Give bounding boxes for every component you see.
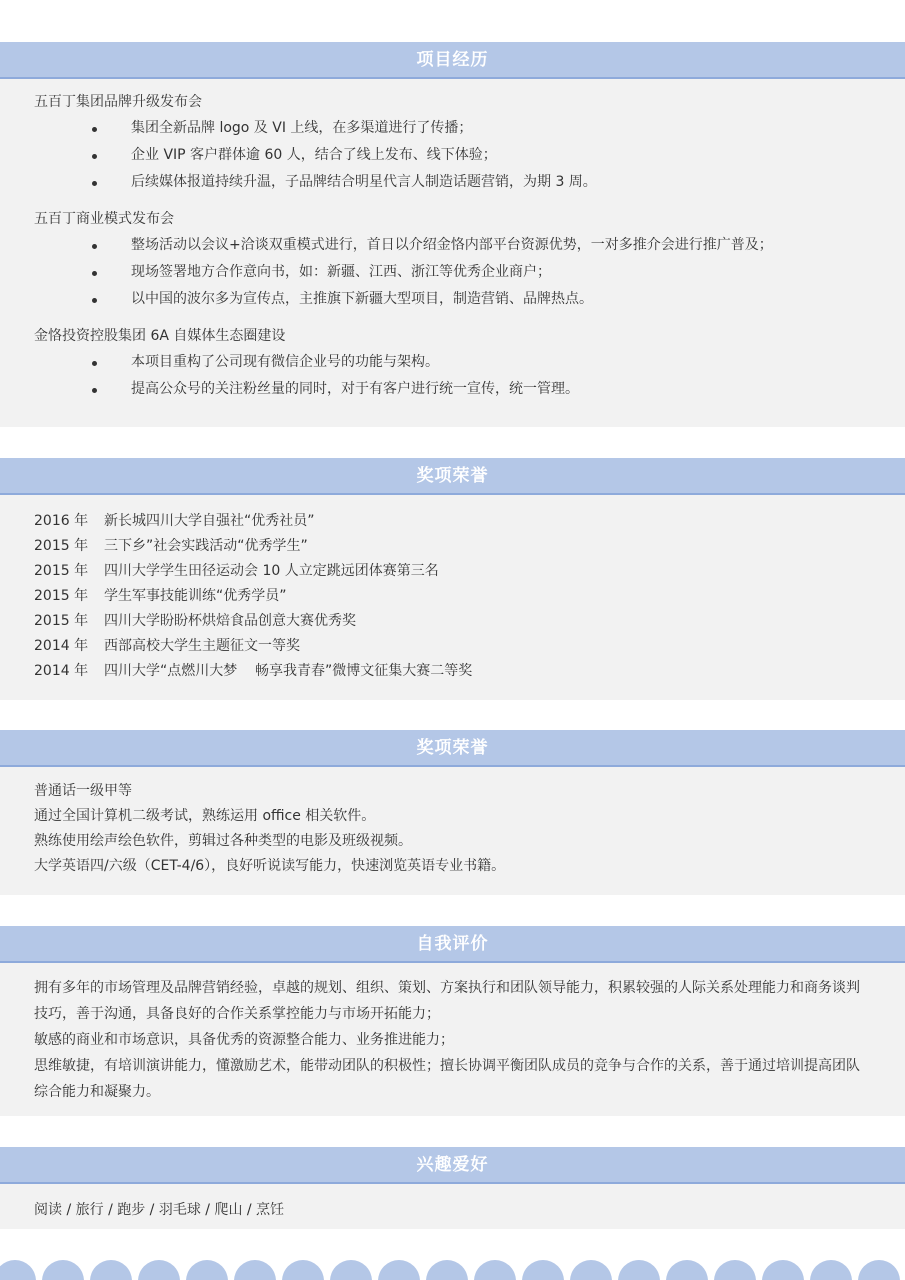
- award-row: [34, 509, 905, 534]
- bullet-text: 整场活动以会议+洽谈双重模式进行，首日以介绍金恪内部平台资源优势，一对多推介会进行推广普及；: [131, 237, 773, 253]
- projects-body: [0, 79, 905, 403]
- bullet-text: 本项目重构了公司现有微信企业号的功能与架构。: [131, 354, 439, 370]
- skill-line: 通过全国计算机二级考试，熟练运用 office 相关软件。: [34, 808, 376, 824]
- decorative-circle-icon: [330, 1260, 372, 1280]
- bullet-text: 后续媒体报道持续升温，子品牌结合明星代言人制造话题营销，为期 3 周。: [131, 174, 597, 190]
- bullet-dot-icon: [92, 127, 97, 132]
- award-text: 四川大学“点燃川大梦 畅享我青春”微博文征集大赛二等奖: [104, 663, 473, 679]
- decorative-circle-icon: [138, 1260, 180, 1280]
- decorative-circle-icon: [618, 1260, 660, 1280]
- section-header-skills: 奖项荣誉: [0, 730, 905, 767]
- bullet-text: 集团全新品牌 logo 及 VI 上线，在多渠道进行了传播；: [131, 120, 473, 136]
- bullet-item: [34, 349, 905, 376]
- award-text: 四川大学盼盼杯烘焙食品创意大赛优秀奖: [104, 613, 356, 629]
- bullet-text: 企业 VIP 客户群体逾 60 人，结合了线上发布、线下体验；: [131, 147, 497, 163]
- award-text: 西部高校大学生主题征文一等奖: [104, 638, 300, 654]
- decorative-circle-icon: [378, 1260, 420, 1280]
- self-paragraph: 拥有多年的市场管理及品牌营销经验，卓越的规划、组织、策划、方案执行和团队领导能力，积累较强的人际关系处理能力和商务谈判技巧，善于沟通，具备良好的合作关系掌控能力与市场开拓能力；: [34, 980, 860, 1022]
- bullet-item: [34, 286, 905, 313]
- award-year: 2015 年: [34, 588, 89, 604]
- bullet-dot-icon: [92, 298, 97, 303]
- award-year: 2015 年: [34, 538, 89, 554]
- bullet-dot-icon: [92, 244, 97, 249]
- self-paragraph: 思维敏捷，有培训演讲能力，懂激励艺术，能带动团队的积极性；擅长协调平衡团队成员的竞争与合作的关系，善于通过培训提高团队综合能力和凝聚力。: [34, 1058, 860, 1100]
- bullet-item: [34, 259, 905, 286]
- decorative-circle-icon: [90, 1260, 132, 1280]
- award-year: 2016 年: [34, 513, 89, 529]
- project-bullets: [34, 349, 905, 403]
- decorative-circle-icon: [186, 1260, 228, 1280]
- award-text: 新长城四川大学自强社“优秀社员”: [104, 513, 315, 529]
- decorative-circle-icon: [234, 1260, 276, 1280]
- hobbies-body: [0, 1184, 905, 1223]
- award-row: [34, 559, 905, 584]
- bullet-item: [34, 169, 905, 196]
- hobbies-text: 阅读 / 旅行 / 跑步 / 羽毛球 / 爬山 / 烹饪: [34, 1202, 285, 1218]
- decorative-circle-icon: [714, 1260, 756, 1280]
- project-bullets: [34, 115, 905, 196]
- project-title: 五百丁商业模式发布会: [34, 211, 174, 227]
- award-row: [34, 659, 905, 684]
- project-title: 金恪投资控股集团 6A 自媒体生态圈建设: [34, 328, 286, 344]
- project-item: [34, 91, 905, 196]
- decorative-circle-icon: [426, 1260, 468, 1280]
- decorative-circle-icon: [810, 1260, 852, 1280]
- self-paragraph: 敏感的商业和市场意识，具备优秀的资源整合能力、业务推进能力；: [34, 1032, 454, 1048]
- award-year: 2015 年: [34, 563, 89, 579]
- decorative-circle-icon: [474, 1260, 516, 1280]
- decorative-circle-icon: [858, 1260, 900, 1280]
- section-awards: [0, 458, 905, 700]
- decorative-circle-icon: [282, 1260, 324, 1280]
- bullet-item: [34, 142, 905, 169]
- section-header-projects: 项目经历: [0, 42, 905, 79]
- section-header-self-evaluation: 自我评价: [0, 926, 905, 963]
- bullet-item: [34, 376, 905, 403]
- decorative-circle-icon: [570, 1260, 612, 1280]
- section-projects: [0, 42, 905, 427]
- bullet-dot-icon: [92, 271, 97, 276]
- decorative-circle-icon: [762, 1260, 804, 1280]
- bullet-text: 以中国的波尔多为宣传点，主推旗下新疆大型项目，制造营销、品牌热点。: [131, 291, 593, 307]
- skill-line: 熟练使用绘声绘色软件，剪辑过各种类型的电影及班级视频。: [34, 833, 412, 849]
- award-row: [34, 609, 905, 634]
- awards-body: [0, 495, 905, 684]
- award-text: 学生军事技能训练“优秀学员”: [104, 588, 287, 604]
- skills-body: [0, 767, 905, 879]
- bullet-text: 提高公众号的关注粉丝量的同时，对于有客户进行统一宣传，统一管理。: [131, 381, 579, 397]
- decorative-circle-icon: [666, 1260, 708, 1280]
- project-title: 五百丁集团品牌升级发布会: [34, 94, 202, 110]
- decorative-circle-icon: [42, 1260, 84, 1280]
- decorative-circle-icon: [522, 1260, 564, 1280]
- award-text: 四川大学学生田径运动会 10 人立定跳远团体赛第三名: [104, 563, 439, 579]
- award-text: 三下乡”社会实践活动“优秀学生”: [104, 538, 308, 554]
- bullet-text: 现场签署地方合作意向书，如：新疆、江西、浙江等优秀企业商户；: [131, 264, 551, 280]
- project-bullets: [34, 232, 905, 313]
- section-header-hobbies: 兴趣爱好: [0, 1147, 905, 1184]
- section-self-evaluation: [0, 926, 905, 1116]
- award-year: 2015 年: [34, 613, 89, 629]
- project-item: [34, 208, 905, 313]
- award-row: [34, 634, 905, 659]
- self-evaluation-body: [0, 963, 905, 1105]
- award-year: 2014 年: [34, 663, 89, 679]
- decorative-circle-icon: [0, 1260, 36, 1280]
- bullet-dot-icon: [92, 154, 97, 159]
- section-skills: [0, 730, 905, 895]
- bullet-item: [34, 115, 905, 142]
- award-row: [34, 534, 905, 559]
- award-row: [34, 584, 905, 609]
- bullet-item: [34, 232, 905, 259]
- project-item: [34, 325, 905, 403]
- award-year: 2014 年: [34, 638, 89, 654]
- bullet-dot-icon: [92, 181, 97, 186]
- section-header-awards: 奖项荣誉: [0, 458, 905, 495]
- skill-line: 大学英语四/六级（CET-4/6），良好听说读写能力，快速浏览英语专业书籍。: [34, 858, 506, 874]
- decorative-circle-border: [0, 1256, 905, 1280]
- section-hobbies: [0, 1147, 905, 1229]
- bullet-dot-icon: [92, 361, 97, 366]
- skill-line: 普通话一级甲等: [34, 783, 132, 799]
- bullet-dot-icon: [92, 388, 97, 393]
